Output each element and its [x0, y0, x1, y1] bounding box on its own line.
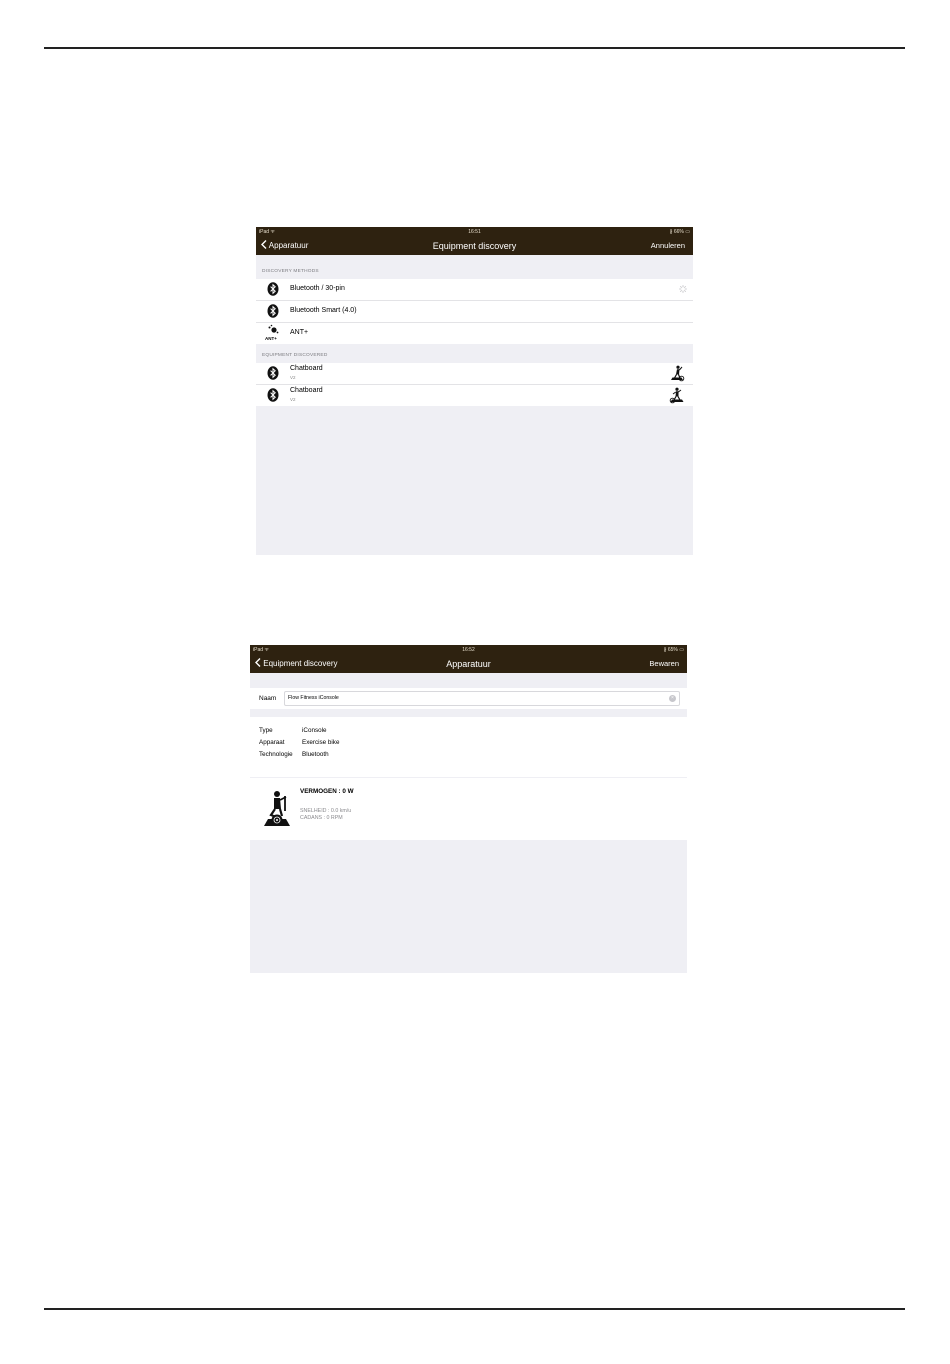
- back-label: Apparatuur: [268, 241, 309, 250]
- status-bar: [250, 645, 687, 655]
- navigation-bar: [256, 237, 693, 255]
- name-input[interactable]: [284, 691, 680, 706]
- method-label: Bluetooth Smart (4.0): [290, 307, 357, 314]
- name-row: [250, 688, 687, 709]
- page-title: Apparatuur: [446, 659, 491, 669]
- elliptical-trainer-icon: [669, 365, 685, 382]
- ant-plus-logo-text: ANT+: [265, 336, 277, 341]
- cancel-button[interactable]: Annuleren: [650, 241, 685, 250]
- equipment-version: V2: [290, 397, 296, 402]
- method-bluetooth-smart[interactable]: [256, 301, 693, 323]
- clear-icon[interactable]: ×: [669, 695, 676, 702]
- speed-readout: SNELHEID : 0.0 km/u: [300, 808, 352, 814]
- save-button[interactable]: Bewaren: [649, 659, 679, 668]
- apparatuur-screen: [250, 645, 687, 973]
- name-label: Naam: [259, 695, 277, 702]
- bluetooth-icon: [266, 388, 280, 402]
- info-value: iConsole: [302, 727, 327, 734]
- discovery-methods-list: [256, 279, 693, 344]
- bluetooth-icon: [266, 366, 280, 380]
- info-key: Apparaat: [259, 739, 285, 746]
- status-device: iPad ᯤ: [253, 647, 269, 653]
- equipment-version: V2: [290, 375, 296, 380]
- live-data-panel: [250, 778, 687, 840]
- method-label: Bluetooth / 30-pin: [290, 285, 345, 292]
- status-time: 16:51: [468, 229, 481, 235]
- name-value: Flow Fitness iConsole: [288, 695, 339, 701]
- equipment-item[interactable]: [256, 385, 693, 406]
- equipment-discovered-list: [256, 363, 693, 406]
- status-battery: ∦ 66% ▭: [669, 229, 690, 235]
- bluetooth-icon: [266, 282, 280, 296]
- page-title: Equipment discovery: [432, 241, 517, 251]
- section-header-equipment: EQUIPMENT DISCOVERED: [262, 353, 328, 358]
- status-bar: [256, 227, 693, 237]
- bottom-rule: [44, 1308, 905, 1310]
- info-key: Technologie: [259, 751, 293, 758]
- status-device: iPad ᯤ: [259, 229, 275, 235]
- info-value: Bluetooth: [302, 751, 329, 758]
- info-key: Type: [259, 727, 273, 734]
- method-label: ANT+: [290, 329, 309, 336]
- loading-spinner-icon: [679, 285, 687, 293]
- status-time: 16:52: [462, 647, 475, 653]
- method-bluetooth-30pin[interactable]: [256, 279, 693, 301]
- section-header-methods: DISCOVERY METHODS: [262, 269, 319, 274]
- top-rule: [44, 47, 905, 49]
- exercise-bike-icon: [260, 789, 292, 829]
- cross-trainer-icon: [669, 387, 685, 404]
- equipment-discovery-screen: [256, 227, 693, 555]
- back-label: Equipment discovery: [263, 659, 338, 668]
- method-ant-plus[interactable]: [256, 323, 693, 344]
- power-readout: VERMOGEN : 0 W: [300, 788, 354, 795]
- equipment-name: Chatboard: [290, 387, 323, 394]
- equipment-info: [250, 717, 687, 777]
- info-value: Exercise bike: [302, 739, 340, 746]
- status-battery: ∦ 65% ▭: [663, 647, 684, 653]
- equipment-name: Chatboard: [290, 365, 323, 372]
- equipment-item[interactable]: [256, 363, 693, 385]
- navigation-bar: [250, 655, 687, 673]
- cadence-readout: CADANS : 0 RPM: [300, 815, 343, 821]
- bluetooth-icon: [266, 304, 280, 318]
